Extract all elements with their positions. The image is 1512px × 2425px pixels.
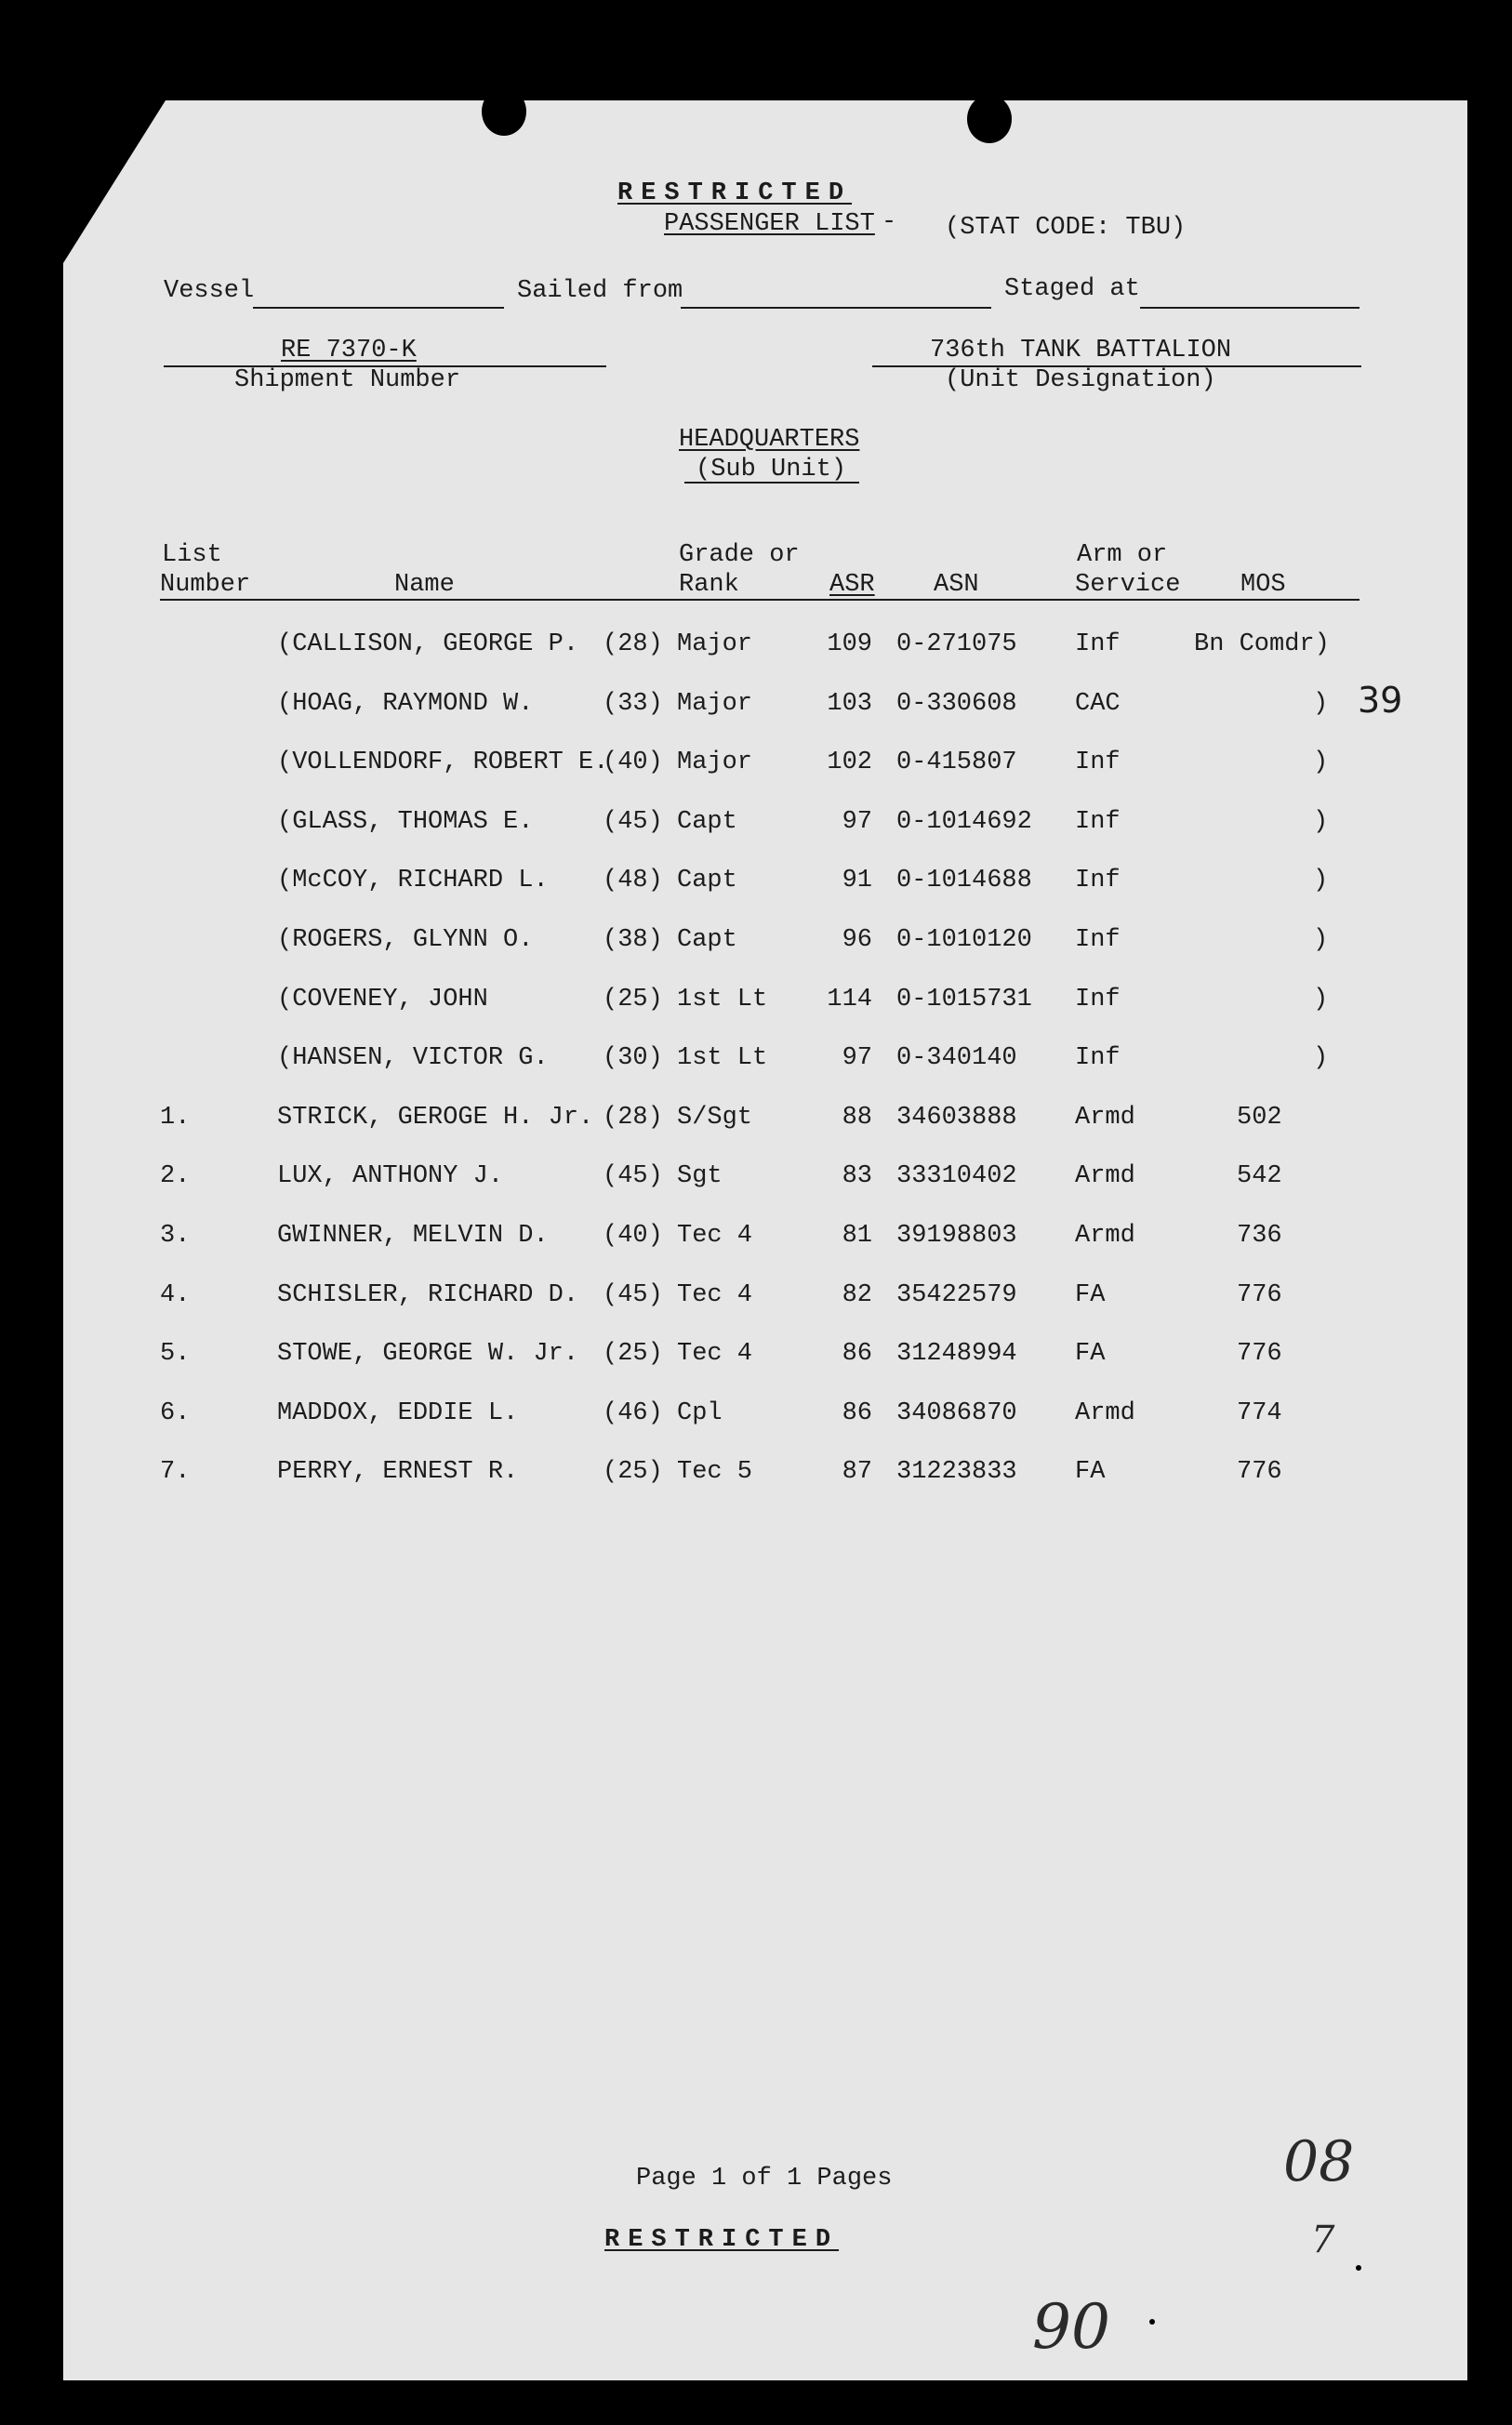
passenger-name: SCHISLER, RICHARD D.	[277, 1281, 579, 1309]
passenger-asn: 31223833	[896, 1458, 1017, 1486]
table-row	[0, 1046, 1512, 1083]
col-asn: ASN	[934, 571, 979, 599]
punch-hole-right	[967, 95, 1012, 143]
col-rank: Rank	[679, 571, 739, 599]
vessel-blank	[253, 307, 504, 309]
passenger-mos: 736	[1237, 1222, 1282, 1250]
passenger-asn: 34086870	[896, 1399, 1017, 1427]
passenger-mos: 542	[1237, 1162, 1282, 1190]
table-row	[0, 1283, 1512, 1320]
passenger-arm: Armd	[1075, 1162, 1135, 1190]
sub-unit-label: (Sub Unit)	[696, 456, 847, 484]
passenger-mos: 776	[1237, 1458, 1282, 1486]
col-name: Name	[394, 571, 455, 599]
table-row	[0, 750, 1512, 788]
passenger-rank: Major	[677, 749, 753, 776]
passenger-name: MADDOX, EDDIE L.	[277, 1399, 519, 1427]
table-row	[0, 1106, 1512, 1143]
table-row	[0, 1224, 1512, 1261]
passenger-age: (40)	[603, 749, 663, 776]
staged-at-label: Staged at	[1004, 275, 1140, 303]
passenger-name: STOWE, GEORGE W. Jr.	[277, 1340, 579, 1368]
passenger-asr: 81	[842, 1222, 872, 1250]
passenger-asn: 34603888	[896, 1104, 1017, 1132]
passenger-mos: 776	[1237, 1281, 1282, 1309]
passenger-age: (38)	[603, 926, 663, 954]
list-number: 5.	[160, 1340, 191, 1368]
passenger-asn: 0-1014688	[896, 867, 1032, 894]
passenger-asn: 0-1014692	[896, 808, 1032, 836]
col-list: List	[162, 541, 222, 569]
passenger-rank: Tec 4	[677, 1340, 753, 1368]
passenger-arm: Inf	[1075, 630, 1121, 658]
passenger-name: (HANSEN, VICTOR G.	[277, 1044, 549, 1072]
passenger-arm: Inf	[1075, 867, 1121, 894]
passenger-asr: 103	[827, 690, 872, 718]
passenger-rank: Major	[677, 630, 753, 658]
punch-hole-left	[482, 87, 526, 136]
passenger-name: (VOLLENDORF, ROBERT E.	[277, 749, 609, 776]
passenger-mos: )	[1313, 808, 1329, 836]
passenger-age: (40)	[603, 1222, 663, 1250]
col-grade: Grade or	[679, 541, 800, 569]
passenger-asn: 0-1010120	[896, 926, 1032, 954]
table-row	[0, 1164, 1512, 1201]
passenger-name: LUX, ANTHONY J.	[277, 1162, 504, 1190]
page-stamp-number: 39	[1358, 680, 1403, 721]
table-row	[0, 692, 1512, 729]
passenger-rank: Major	[677, 690, 753, 718]
passenger-age: (28)	[603, 630, 663, 658]
passenger-asr: 109	[827, 630, 872, 658]
passenger-mos: )	[1313, 749, 1329, 776]
passenger-age: (25)	[603, 1340, 663, 1368]
passenger-mos: 774	[1237, 1399, 1282, 1427]
col-number: Number	[160, 571, 251, 599]
passenger-rank: Tec 4	[677, 1222, 753, 1250]
stat-code: (STAT CODE: TBU)	[945, 214, 1187, 242]
unit-designation: 736th TANK BATTALION	[930, 337, 1232, 364]
staged-at-blank	[1140, 307, 1359, 309]
vessel-label: Vessel	[164, 277, 255, 305]
passenger-name: (GLASS, THOMAS E.	[277, 808, 534, 836]
scan-dot	[1361, 28, 1367, 33]
list-number: 3.	[160, 1222, 191, 1250]
passenger-arm: Inf	[1075, 1044, 1121, 1072]
passenger-rank: Capt	[677, 808, 737, 836]
passenger-asr: 114	[827, 986, 872, 1014]
col-arm: Arm or	[1077, 541, 1168, 569]
table-row	[0, 810, 1512, 847]
passenger-asr: 88	[842, 1104, 872, 1132]
restricted-header: RESTRICTED	[617, 179, 853, 207]
handwritten-90: 90	[1032, 2291, 1110, 2363]
passenger-mos: )	[1313, 986, 1329, 1014]
page-count: Page 1 of 1 Pages	[636, 2165, 893, 2193]
table-row	[0, 1460, 1512, 1497]
passenger-name: (McCOY, RICHARD L.	[277, 867, 549, 894]
passenger-name: (ROGERS, GLYNN O.	[277, 926, 534, 954]
passenger-rank: S/Sgt	[677, 1104, 753, 1132]
shipment-label: Shipment Number	[234, 366, 461, 394]
list-number: 2.	[160, 1162, 191, 1190]
shipment-number: RE 7370-K	[281, 337, 417, 364]
passenger-age: (48)	[603, 867, 663, 894]
passenger-asr: 83	[842, 1162, 872, 1190]
handwritten-7: 7	[1311, 2219, 1335, 2261]
passenger-asn: 35422579	[896, 1281, 1017, 1309]
passenger-asn: 39198803	[896, 1222, 1017, 1250]
passenger-name: PERRY, ERNEST R.	[277, 1458, 519, 1486]
passenger-asr: 102	[827, 749, 872, 776]
passenger-rank: Cpl	[677, 1399, 723, 1427]
passenger-asr: 97	[842, 808, 872, 836]
passenger-asr: 97	[842, 1044, 872, 1072]
col-asr: ASR	[829, 571, 875, 599]
passenger-age: (45)	[603, 808, 663, 836]
passenger-asn: 0-1015731	[896, 986, 1032, 1014]
passenger-asn: 0-415807	[896, 749, 1017, 776]
table-row	[0, 928, 1512, 965]
passenger-rank: Tec 5	[677, 1458, 753, 1486]
passenger-asr: 87	[842, 1458, 872, 1486]
table-row	[0, 632, 1512, 669]
passenger-mos: 502	[1237, 1104, 1282, 1132]
passenger-arm: Armd	[1075, 1399, 1135, 1427]
passenger-rank: 1st Lt	[677, 1044, 768, 1072]
passenger-mos: 776	[1237, 1340, 1282, 1368]
passenger-rank: Capt	[677, 867, 737, 894]
header-rule	[160, 599, 1359, 601]
table-row	[0, 868, 1512, 906]
passenger-asr: 86	[842, 1399, 872, 1427]
passenger-age: (45)	[603, 1281, 663, 1309]
passenger-rank: Capt	[677, 926, 737, 954]
handwritten-08: 08	[1283, 2129, 1355, 2194]
passenger-rank: Sgt	[677, 1162, 723, 1190]
col-mos: MOS	[1240, 571, 1286, 599]
passenger-asr: 82	[842, 1281, 872, 1309]
passenger-arm: Inf	[1075, 986, 1121, 1014]
list-number: 6.	[160, 1399, 191, 1427]
passenger-age: (46)	[603, 1399, 663, 1427]
passenger-arm: FA	[1075, 1340, 1106, 1368]
passenger-rank: 1st Lt	[677, 986, 768, 1014]
scan-dot	[1287, 28, 1293, 33]
passenger-age: (33)	[603, 690, 663, 718]
passenger-arm: FA	[1075, 1458, 1106, 1486]
passenger-arm: Armd	[1075, 1104, 1135, 1132]
document-title: PASSENGER LIST	[664, 210, 875, 238]
list-number: 7.	[160, 1458, 191, 1486]
passenger-asr: 91	[842, 867, 872, 894]
sailed-from-blank	[681, 307, 991, 309]
passenger-asr: 96	[842, 926, 872, 954]
col-service: Service	[1075, 571, 1181, 599]
passenger-asr: 86	[842, 1340, 872, 1368]
passenger-mos: )	[1313, 867, 1329, 894]
passenger-mos: )	[1313, 926, 1329, 954]
table-row	[0, 987, 1512, 1025]
ink-dot	[1356, 2265, 1361, 2271]
passenger-age: (28)	[603, 1104, 663, 1132]
passenger-name: STRICK, GEROGE H. Jr.	[277, 1104, 594, 1132]
passenger-age: (45)	[603, 1162, 663, 1190]
passenger-mos: )	[1313, 1044, 1329, 1072]
passenger-arm: Armd	[1075, 1222, 1135, 1250]
passenger-asn: 0-271075	[896, 630, 1017, 658]
passenger-asn: 31248994	[896, 1340, 1017, 1368]
passenger-name: (HOAG, RAYMOND W.	[277, 690, 534, 718]
passenger-asn: 33310402	[896, 1162, 1017, 1190]
table-row	[0, 1342, 1512, 1379]
passenger-age: (25)	[603, 1458, 663, 1486]
sub-unit-line	[684, 482, 859, 484]
passenger-asn: 0-340140	[896, 1044, 1017, 1072]
ink-dot	[1149, 2319, 1155, 2325]
table-row	[0, 1401, 1512, 1438]
sailed-from-label: Sailed from	[517, 277, 683, 305]
passenger-mos: )	[1313, 690, 1329, 718]
passenger-age: (30)	[603, 1044, 663, 1072]
passenger-age: (25)	[603, 986, 663, 1014]
list-number: 1.	[160, 1104, 191, 1132]
passenger-name: (COVENEY, JOHN	[277, 986, 488, 1014]
list-number: 4.	[160, 1281, 191, 1309]
unit-label: (Unit Designation)	[945, 366, 1216, 394]
restricted-footer: RESTRICTED	[604, 2226, 840, 2254]
title-dash: -	[882, 208, 897, 236]
passenger-name: (CALLISON, GEORGE P.	[277, 630, 579, 658]
passenger-rank: Tec 4	[677, 1281, 753, 1309]
passenger-name: GWINNER, MELVIN D.	[277, 1222, 549, 1250]
passenger-arm: Inf	[1075, 808, 1121, 836]
passenger-asn: 0-330608	[896, 690, 1017, 718]
passenger-mos: Bn Comdr)	[1194, 630, 1330, 658]
passenger-arm: Inf	[1075, 926, 1121, 954]
passenger-arm: FA	[1075, 1281, 1106, 1309]
passenger-arm: CAC	[1075, 690, 1121, 718]
sub-unit: HEADQUARTERS	[679, 426, 860, 454]
passenger-arm: Inf	[1075, 749, 1121, 776]
